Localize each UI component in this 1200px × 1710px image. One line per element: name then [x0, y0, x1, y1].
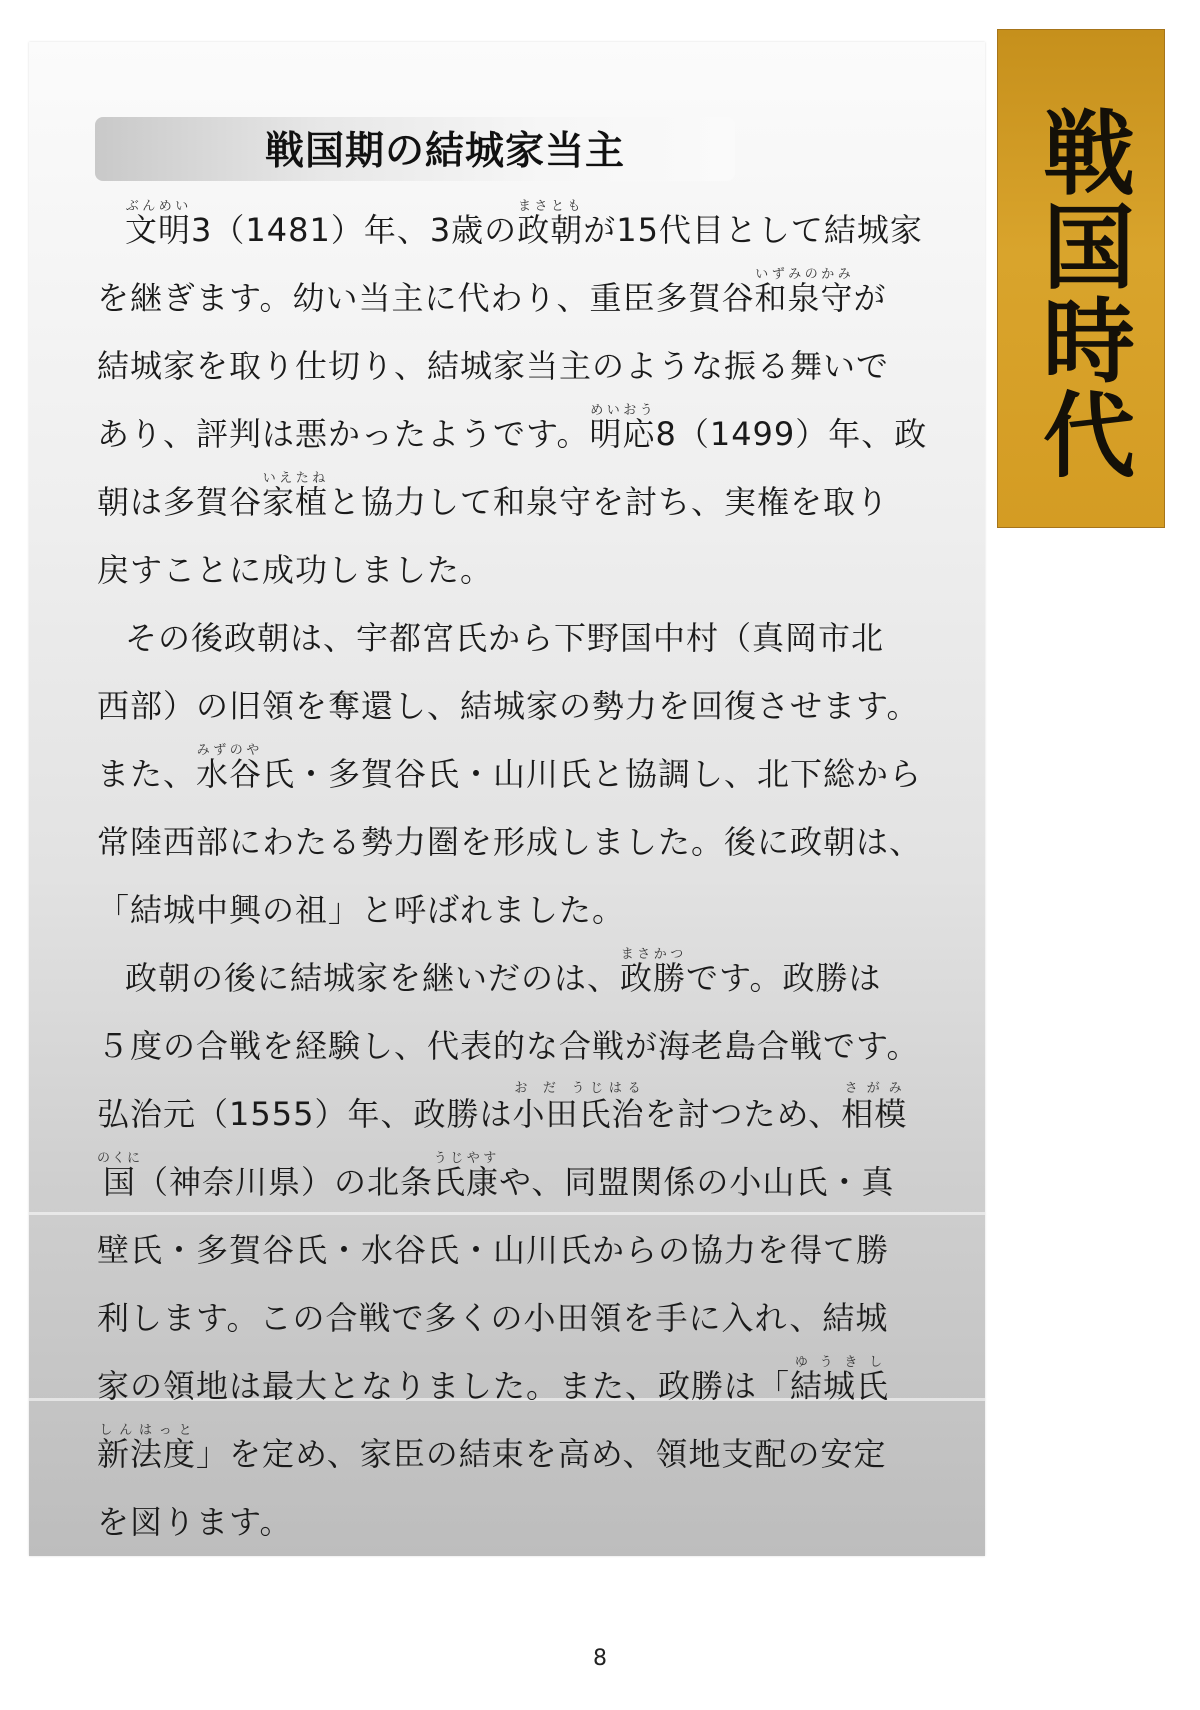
chapter-tab-label: 戦国時代 [1028, 105, 1135, 481]
text-run: 結城家を取り仕切り、結城家当主のような振る舞いで [97, 347, 890, 385]
text-run: 氏・多賀谷氏・山川氏と協調し、北下総から [262, 755, 923, 793]
ruby-word [262, 471, 329, 521]
text-line [97, 1420, 947, 1488]
text-run: （神奈川県）の北条 [136, 1163, 434, 1201]
ruby-reading: いずみのかみ [754, 267, 854, 282]
text-run: を図ります。 [97, 1503, 293, 1541]
page-number: 8 [593, 1646, 607, 1671]
text-line [97, 468, 947, 536]
ruby-base: 新法度 [97, 1435, 197, 1473]
text-line [97, 1080, 947, 1148]
text-line [97, 536, 947, 604]
text-line [97, 1012, 947, 1080]
text-run: や、同盟関係の小山氏・真 [499, 1163, 895, 1201]
ruby-word [841, 1081, 908, 1133]
paragraph [97, 604, 947, 944]
ruby-word [97, 1151, 143, 1201]
ruby-base: 国 [97, 1163, 143, 1201]
ruby-base: 氏康 [433, 1163, 500, 1201]
ruby-reading: みずのや [196, 743, 263, 758]
ruby-base: 政勝 [620, 959, 687, 997]
text-run: 8（1499）年、政 [655, 415, 928, 453]
text-run: また、 [97, 755, 197, 793]
text-line [97, 740, 947, 808]
text-run: 」を定め、家臣の結束を高め、領地支配の安定 [196, 1435, 887, 1473]
text-line [97, 264, 947, 332]
text-run: が15代目として結城家 [583, 211, 923, 249]
ruby-base: 相模 [841, 1095, 908, 1133]
text-run: 西部）の旧領を奪還し、結城家の勢力を回復させます。 [97, 687, 920, 725]
text-run: 弘治元（1555）年、政勝は [97, 1095, 513, 1133]
ruby-word [620, 947, 687, 997]
text-line [97, 604, 947, 672]
body-text [97, 196, 947, 1556]
text-run: と協力して和泉守を討ち、実権を取り [328, 483, 890, 521]
text-line [97, 400, 947, 468]
ruby-word [589, 403, 656, 453]
text-run: が [853, 279, 887, 317]
paragraph [97, 944, 947, 1556]
ruby-reading: まさかつ [620, 947, 687, 962]
ruby-word [125, 199, 192, 249]
text-run: 3（1481）年、3歳の [191, 211, 518, 249]
ruby-reading: ゆうきし [790, 1355, 890, 1370]
ruby-word [512, 1081, 645, 1133]
text-run: 戻すことに成功しました。 [97, 551, 494, 589]
ruby-word [790, 1355, 890, 1405]
ruby-base: 文明 [125, 211, 192, 249]
ruby-reading: いえたね [262, 471, 329, 486]
chapter-tab [997, 29, 1165, 528]
ruby-base: 政朝 [517, 211, 584, 249]
text-run: を継ぎます。幼い当主に代わり、重臣多賀谷 [97, 279, 755, 317]
text-run: あり、評判は悪かったようです。 [97, 415, 590, 453]
ruby-base: 和泉守 [754, 279, 854, 317]
text-line [97, 332, 947, 400]
ruby-word [517, 199, 584, 249]
ruby-word [433, 1151, 500, 1201]
text-run: 政朝の後に結城家を継いだのは、 [125, 959, 621, 997]
text-line [97, 944, 947, 1012]
text-line [97, 196, 947, 264]
ruby-word [754, 267, 854, 317]
text-line [97, 1352, 947, 1420]
ruby-reading: めいおう [589, 403, 656, 418]
text-run: 朝は多賀谷 [97, 483, 263, 521]
text-run: です。政勝は [686, 959, 882, 997]
text-run: を討つため、 [644, 1095, 842, 1133]
ruby-reading: しんはっと [97, 1423, 196, 1438]
ruby-reading: お だ うじはる [512, 1081, 645, 1096]
text-line [97, 1148, 947, 1216]
text-line [97, 876, 947, 944]
ruby-reading: うじやす [433, 1151, 500, 1166]
text-run: 利します。この合戦で多くの小田領を手に入れ、結城 [97, 1299, 889, 1337]
text-run: 家の領地は最大となりました。また、政勝は「 [97, 1367, 791, 1405]
ruby-base: 結城氏 [790, 1367, 890, 1405]
ruby-reading: ぶんめい [125, 199, 192, 214]
ruby-reading: さがみ [841, 1081, 908, 1096]
text-run: ５度の合戦を経験し、代表的な合戦が海老島合戦です。 [97, 1027, 920, 1065]
text-run: 壁氏・多賀谷氏・水谷氏・山川氏からの協力を得て勝 [97, 1231, 890, 1269]
ruby-base: 水谷 [196, 755, 263, 793]
ruby-word [97, 1423, 197, 1473]
page-heading: 戦国期の結城家当主 [264, 129, 625, 174]
ruby-word [196, 743, 263, 793]
text-run: 常陸西部にわたる勢力圏を形成しました。後に政朝は、 [97, 823, 923, 861]
paragraph [97, 196, 947, 604]
text-line [97, 1488, 947, 1556]
ruby-base: 小田氏治 [512, 1095, 645, 1133]
text-run: 「結城中興の祖」と呼ばれました。 [97, 891, 626, 929]
text-line [97, 1216, 947, 1284]
ruby-reading: のくに [97, 1151, 143, 1166]
ruby-base: 家植 [262, 483, 329, 521]
text-line [97, 808, 947, 876]
text-line [97, 672, 947, 740]
text-line [97, 1284, 947, 1352]
text-run: その後政朝は、宇都宮氏から下野国中村（真岡市北 [125, 619, 885, 657]
ruby-base: 明応 [589, 415, 656, 453]
ruby-reading: まさとも [517, 199, 584, 214]
